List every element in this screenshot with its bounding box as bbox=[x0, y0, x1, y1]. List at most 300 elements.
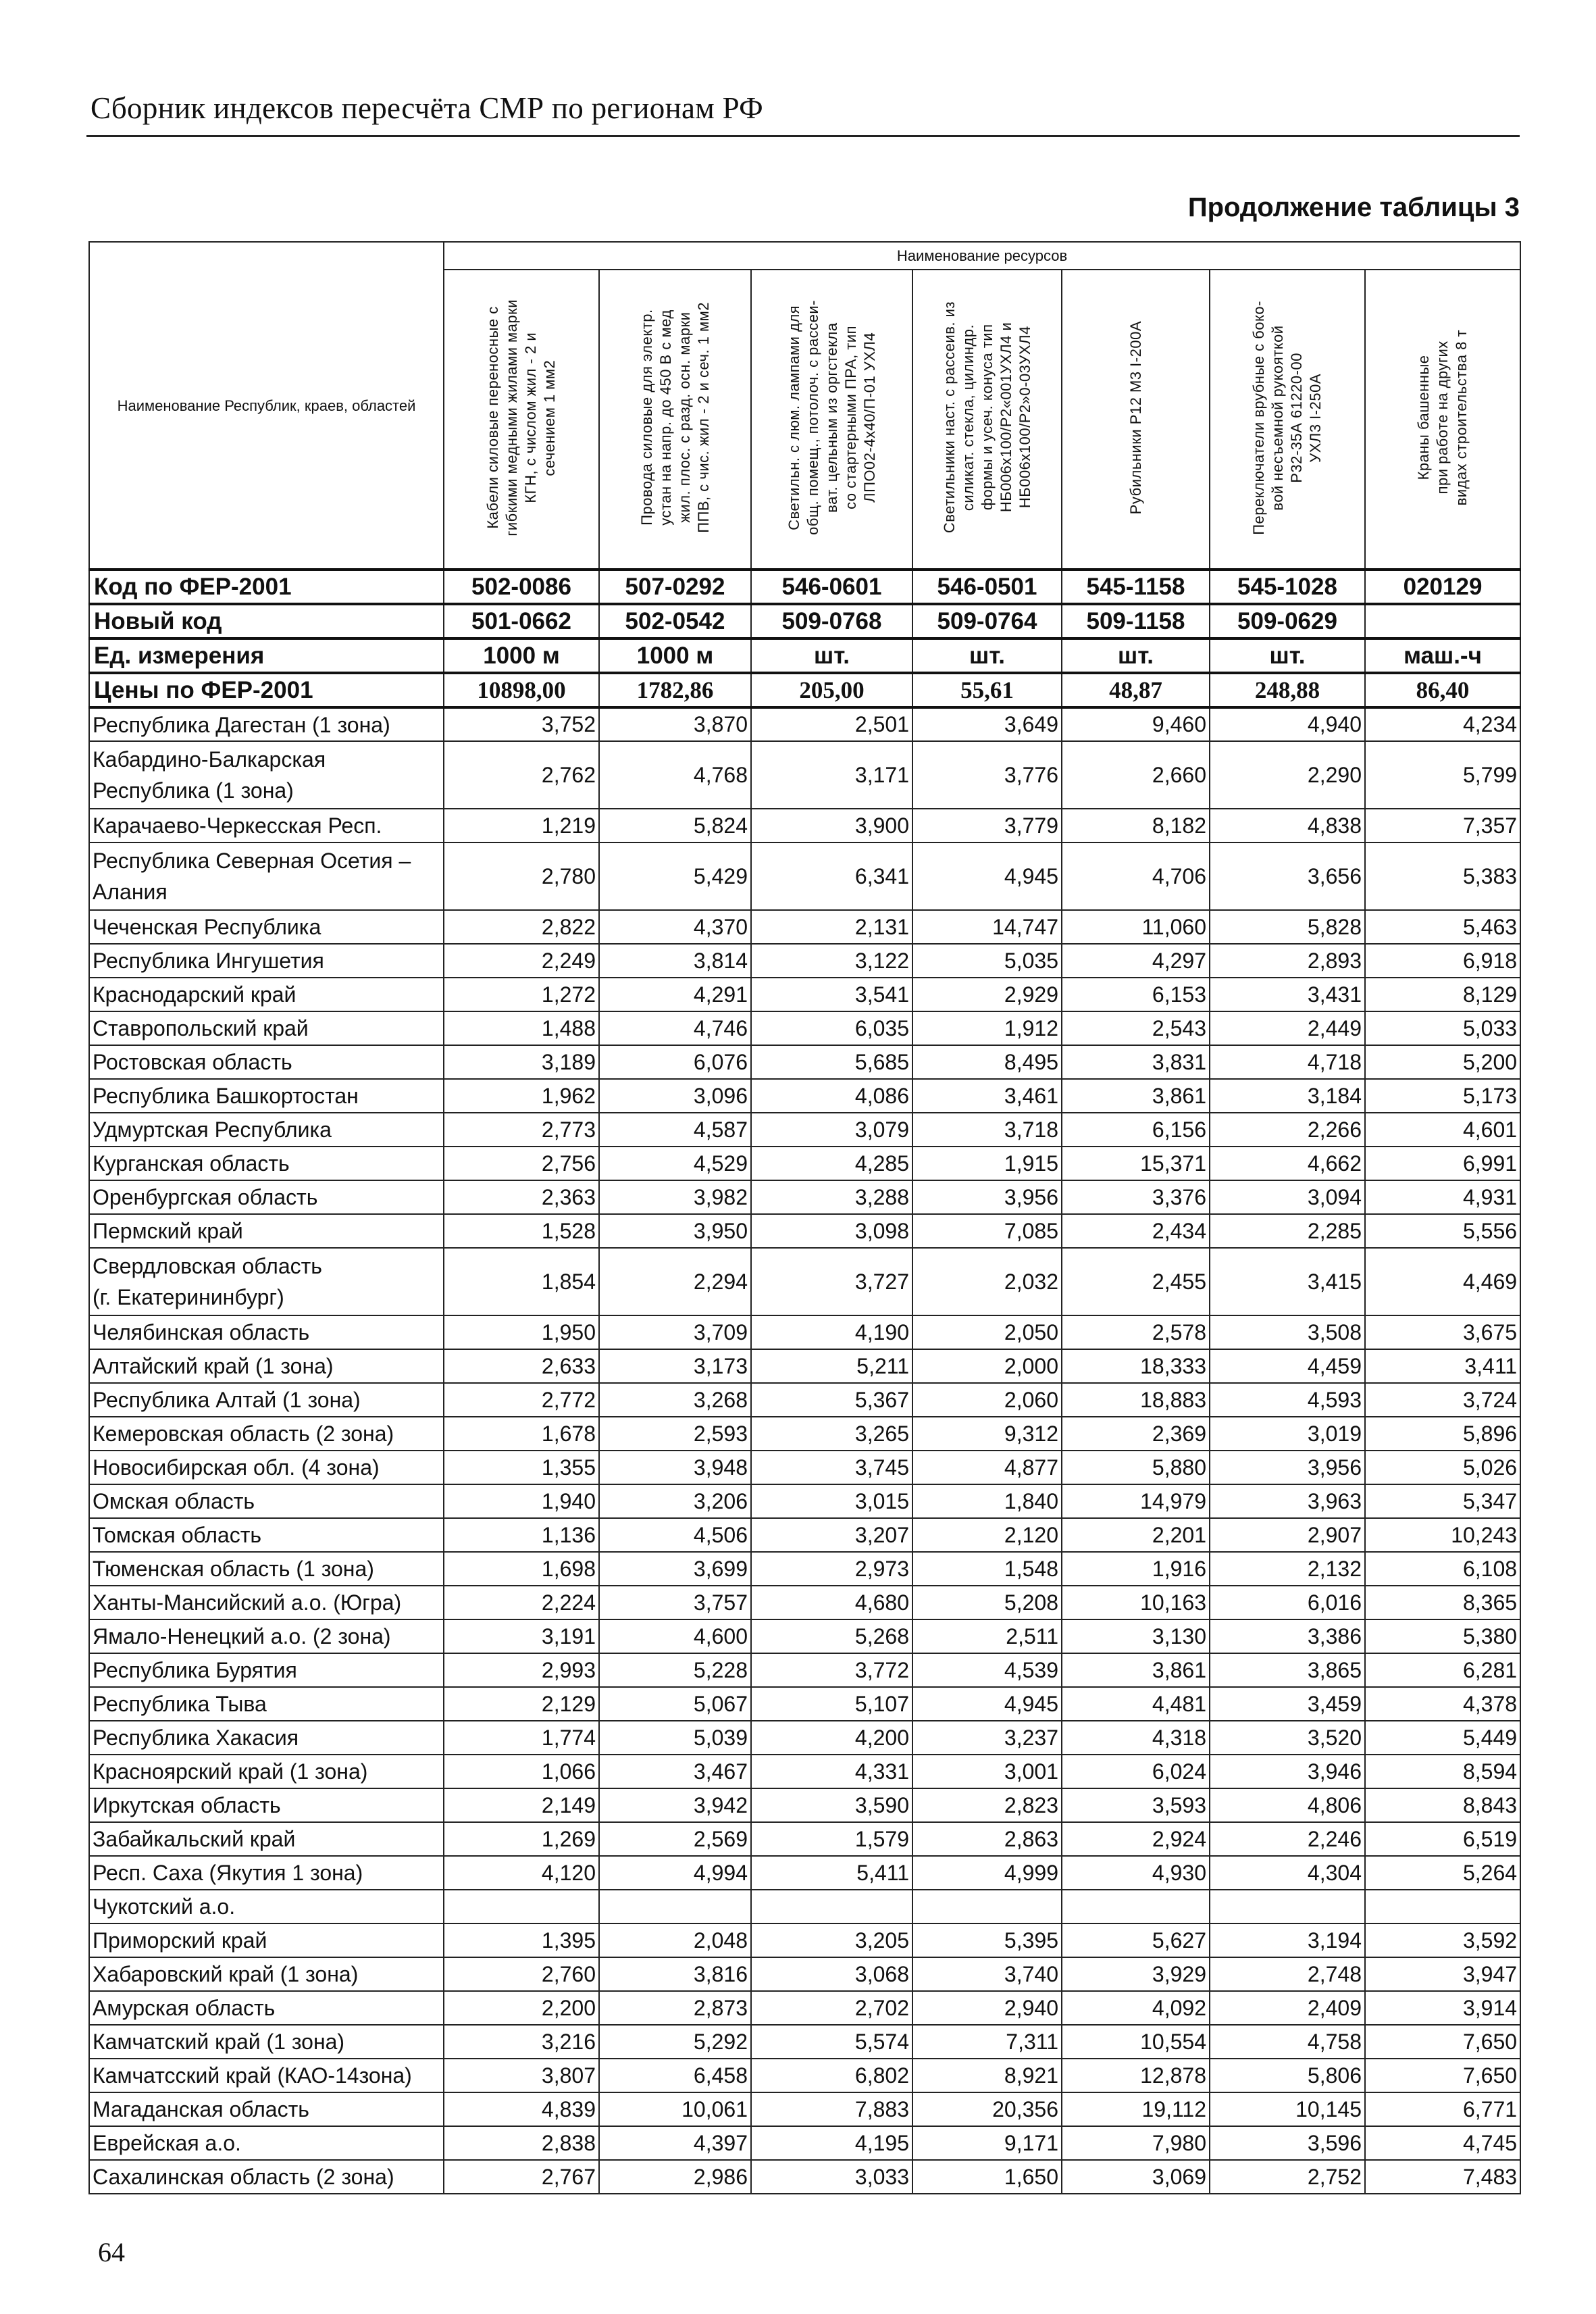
table-row bbox=[89, 2160, 1520, 2194]
table-row bbox=[89, 1552, 1520, 1586]
index-cell: 1,272 bbox=[444, 978, 599, 1011]
index-cell: 2,660 bbox=[1062, 741, 1210, 809]
index-cell: 1,840 bbox=[912, 1484, 1062, 1518]
index-cell: 1,915 bbox=[912, 1147, 1062, 1180]
index-cell: 5,347 bbox=[1365, 1484, 1520, 1518]
table-row bbox=[89, 1214, 1520, 1248]
meta-cell: 502-0542 bbox=[599, 604, 751, 638]
index-cell: 3,814 bbox=[599, 944, 751, 978]
index-cell: 3,541 bbox=[751, 978, 912, 1011]
index-cell: 5,463 bbox=[1365, 910, 1520, 944]
index-cell: 4,539 bbox=[912, 1653, 1062, 1687]
index-cell: 2,501 bbox=[751, 707, 912, 741]
index-cell: 2,290 bbox=[1210, 741, 1365, 809]
index-cell: 4,195 bbox=[751, 2126, 912, 2160]
table-row bbox=[89, 2126, 1520, 2160]
index-cell: 5,395 bbox=[912, 1923, 1062, 1957]
meta-cell: 10898,00 bbox=[444, 673, 599, 707]
index-cell: 4,758 bbox=[1210, 2025, 1365, 2059]
index-cell: 7,650 bbox=[1365, 2059, 1520, 2092]
meta-cell: 502-0086 bbox=[444, 570, 599, 604]
index-cell: 4,529 bbox=[599, 1147, 751, 1180]
table-row bbox=[89, 741, 1520, 809]
index-cell: 2,246 bbox=[1210, 1822, 1365, 1856]
index-cell: 5,200 bbox=[1365, 1045, 1520, 1079]
region-name: Иркутская область bbox=[89, 1788, 444, 1822]
region-name: Республика Алтай (1 зона) bbox=[89, 1383, 444, 1417]
index-cell: 2,266 bbox=[1210, 1113, 1365, 1147]
index-cell: 4,680 bbox=[751, 1586, 912, 1619]
index-cell: 11,060 bbox=[1062, 910, 1210, 944]
table-row bbox=[89, 2025, 1520, 2059]
table-row bbox=[89, 707, 1520, 741]
index-cell: 2,363 bbox=[444, 1180, 599, 1214]
region-name: Курганская область bbox=[89, 1147, 444, 1180]
index-cell: 6,991 bbox=[1365, 1147, 1520, 1180]
index-cell: 2,249 bbox=[444, 944, 599, 978]
table-row bbox=[89, 1045, 1520, 1079]
index-cell: 2,873 bbox=[599, 1991, 751, 2025]
index-cell: 3,592 bbox=[1365, 1923, 1520, 1957]
index-cell: 4,120 bbox=[444, 1856, 599, 1890]
index-cell: 1,548 bbox=[912, 1552, 1062, 1586]
table-row bbox=[89, 1923, 1520, 1957]
table-row bbox=[89, 1315, 1520, 1349]
index-cell: 5,026 bbox=[1365, 1451, 1520, 1484]
table-row bbox=[89, 1619, 1520, 1653]
index-cell: 4,745 bbox=[1365, 2126, 1520, 2160]
region-name: Алтайский край (1 зона) bbox=[89, 1349, 444, 1383]
table-row bbox=[89, 2092, 1520, 2126]
index-cell bbox=[1062, 1890, 1210, 1923]
region-name: Краснодарский край bbox=[89, 978, 444, 1011]
table-row bbox=[89, 1518, 1520, 1552]
region-name: Оренбургская область bbox=[89, 1180, 444, 1214]
index-cell: 5,228 bbox=[599, 1653, 751, 1687]
index-cell: 3,461 bbox=[912, 1079, 1062, 1113]
index-cell: 3,068 bbox=[751, 1957, 912, 1991]
resource-name: Светильн. с люм. лампами для общ. помещ., потолоч. с рассеи- ват. цельным из оргстекла со стартерными ПРА, тип ЛПО02-4х40/П-01 УХЛ4 bbox=[785, 300, 878, 535]
region-name: Чеченская Республика bbox=[89, 910, 444, 944]
index-cell: 14,979 bbox=[1062, 1484, 1210, 1518]
region-name: Красноярский край (1 зона) bbox=[89, 1755, 444, 1788]
table-row bbox=[89, 1180, 1520, 1214]
index-cell: 5,033 bbox=[1365, 1011, 1520, 1045]
index-cell: 4,600 bbox=[599, 1619, 751, 1653]
index-cell: 2,543 bbox=[1062, 1011, 1210, 1045]
index-cell: 3,745 bbox=[751, 1451, 912, 1484]
resource-name: Светильники наст. с рассеив. из силикат. стекла, цилиндр. формы и усеч. конуса тип НБ006х100/Р2«001УХЛ4 и НБ006х100/Р2»0-03УХЛ4 bbox=[940, 301, 1033, 534]
index-cell: 6,458 bbox=[599, 2059, 751, 2092]
index-cell: 4,304 bbox=[1210, 1856, 1365, 1890]
index-cell: 5,208 bbox=[912, 1586, 1062, 1619]
region-name: Республика Северная Осетия – Алания bbox=[89, 842, 444, 910]
index-cell: 1,219 bbox=[444, 809, 599, 842]
table-row bbox=[89, 1011, 1520, 1045]
index-cell: 7,311 bbox=[912, 2025, 1062, 2059]
index-cell: 1,916 bbox=[1062, 1552, 1210, 1586]
index-cell: 3,001 bbox=[912, 1755, 1062, 1788]
index-cell: 2,511 bbox=[912, 1619, 1062, 1653]
region-name: Ямало-Ненецкий а.о. (2 зона) bbox=[89, 1619, 444, 1653]
index-cell: 3,724 bbox=[1365, 1383, 1520, 1417]
region-name: Забайкальский край bbox=[89, 1822, 444, 1856]
index-cell: 3,288 bbox=[751, 1180, 912, 1214]
index-cell: 2,748 bbox=[1210, 1957, 1365, 1991]
index-cell: 2,285 bbox=[1210, 1214, 1365, 1248]
index-cell: 4,746 bbox=[599, 1011, 751, 1045]
index-cell: 5,880 bbox=[1062, 1451, 1210, 1484]
index-cell: 2,369 bbox=[1062, 1417, 1210, 1451]
index-cell: 1,650 bbox=[912, 2160, 1062, 2194]
index-cell: 4,190 bbox=[751, 1315, 912, 1349]
meta-cell: 509-0768 bbox=[751, 604, 912, 638]
index-cell: 5,685 bbox=[751, 1045, 912, 1079]
region-name: Республика Ингушетия bbox=[89, 944, 444, 978]
index-cell: 2,924 bbox=[1062, 1822, 1210, 1856]
index-cell: 8,594 bbox=[1365, 1755, 1520, 1788]
meta-row-label: Цены по ФЕР-2001 bbox=[89, 673, 444, 707]
index-cell: 2,767 bbox=[444, 2160, 599, 2194]
index-cell: 9,312 bbox=[912, 1417, 1062, 1451]
index-cell: 7,357 bbox=[1365, 809, 1520, 842]
table-row bbox=[89, 1113, 1520, 1147]
index-cell: 3,376 bbox=[1062, 1180, 1210, 1214]
index-cell: 2,593 bbox=[599, 1417, 751, 1451]
meta-row-label: Код по ФЕР-2001 bbox=[89, 570, 444, 604]
index-cell: 2,756 bbox=[444, 1147, 599, 1180]
index-cell: 3,386 bbox=[1210, 1619, 1365, 1653]
index-cell: 1,678 bbox=[444, 1417, 599, 1451]
index-cell: 4,994 bbox=[599, 1856, 751, 1890]
table-row bbox=[89, 1451, 1520, 1484]
index-cell: 3,130 bbox=[1062, 1619, 1210, 1653]
region-name: Камчатский край (1 зона) bbox=[89, 2025, 444, 2059]
index-cell: 4,662 bbox=[1210, 1147, 1365, 1180]
meta-cell: 1000 м bbox=[599, 638, 751, 673]
index-cell: 4,806 bbox=[1210, 1788, 1365, 1822]
index-cell: 3,649 bbox=[912, 707, 1062, 741]
index-cell: 3,831 bbox=[1062, 1045, 1210, 1079]
index-cell: 2,000 bbox=[912, 1349, 1062, 1383]
index-cell: 1,854 bbox=[444, 1248, 599, 1315]
index-cell: 3,431 bbox=[1210, 978, 1365, 1011]
index-cell: 4,481 bbox=[1062, 1687, 1210, 1721]
index-cell: 4,706 bbox=[1062, 842, 1210, 910]
index-cell: 5,211 bbox=[751, 1349, 912, 1383]
resource-column-header bbox=[1365, 270, 1520, 570]
index-cell: 5,367 bbox=[751, 1383, 912, 1417]
index-cell: 2,048 bbox=[599, 1923, 751, 1957]
index-cell: 4,331 bbox=[751, 1755, 912, 1788]
index-cell: 3,779 bbox=[912, 809, 1062, 842]
index-cell: 3,590 bbox=[751, 1788, 912, 1822]
index-cell: 5,799 bbox=[1365, 741, 1520, 809]
index-cell: 5,067 bbox=[599, 1687, 751, 1721]
index-cell: 2,993 bbox=[444, 1653, 599, 1687]
index-cell: 2,032 bbox=[912, 1248, 1062, 1315]
index-cell: 2,893 bbox=[1210, 944, 1365, 978]
header-rule bbox=[86, 135, 1520, 137]
index-cell: 6,016 bbox=[1210, 1586, 1365, 1619]
region-name: Ставропольский край bbox=[89, 1011, 444, 1045]
index-cell: 6,024 bbox=[1062, 1755, 1210, 1788]
region-name: Чукотский а.о. bbox=[89, 1890, 444, 1923]
index-cell: 3,415 bbox=[1210, 1248, 1365, 1315]
index-cell: 2,409 bbox=[1210, 1991, 1365, 2025]
index-cell: 3,216 bbox=[444, 2025, 599, 2059]
index-cell: 10,554 bbox=[1062, 2025, 1210, 2059]
index-cell: 4,234 bbox=[1365, 707, 1520, 741]
region-name: Новосибирская обл. (4 зона) bbox=[89, 1451, 444, 1484]
meta-cell: шт. bbox=[912, 638, 1062, 673]
index-cell: 3,675 bbox=[1365, 1315, 1520, 1349]
table-row bbox=[89, 809, 1520, 842]
index-cell: 2,294 bbox=[599, 1248, 751, 1315]
index-cell: 2,702 bbox=[751, 1991, 912, 2025]
index-cell: 9,460 bbox=[1062, 707, 1210, 741]
index-cell: 3,709 bbox=[599, 1315, 751, 1349]
meta-row bbox=[89, 570, 1520, 604]
index-cell: 1,066 bbox=[444, 1755, 599, 1788]
index-cell: 14,747 bbox=[912, 910, 1062, 944]
index-cell: 4,397 bbox=[599, 2126, 751, 2160]
table-continuation-caption: Продолжение таблицы 3 bbox=[1187, 193, 1520, 222]
index-cell: 2,762 bbox=[444, 741, 599, 809]
meta-cell: маш.-ч bbox=[1365, 638, 1520, 673]
table-row bbox=[89, 1484, 1520, 1518]
region-name: Томская область bbox=[89, 1518, 444, 1552]
index-cell: 3,015 bbox=[751, 1484, 912, 1518]
header-row bbox=[89, 242, 1520, 270]
region-name: Республика Хакасия bbox=[89, 1721, 444, 1755]
resource-column-header bbox=[1062, 270, 1210, 570]
index-cell: 5,896 bbox=[1365, 1417, 1520, 1451]
index-cell: 10,061 bbox=[599, 2092, 751, 2126]
index-cell: 4,718 bbox=[1210, 1045, 1365, 1079]
index-cell: 2,773 bbox=[444, 1113, 599, 1147]
region-name: Республика Дагестан (1 зона) bbox=[89, 707, 444, 741]
index-cell: 3,948 bbox=[599, 1451, 751, 1484]
table-row bbox=[89, 1721, 1520, 1755]
table-row bbox=[89, 1991, 1520, 2025]
index-cell: 2,986 bbox=[599, 2160, 751, 2194]
index-cell: 2,823 bbox=[912, 1788, 1062, 1822]
index-cell: 3,914 bbox=[1365, 1991, 1520, 2025]
table-row bbox=[89, 1822, 1520, 1856]
index-cell: 4,940 bbox=[1210, 707, 1365, 741]
index-cell: 3,508 bbox=[1210, 1315, 1365, 1349]
index-cell: 4,092 bbox=[1062, 1991, 1210, 2025]
index-cell: 3,467 bbox=[599, 1755, 751, 1788]
index-cell: 7,650 bbox=[1365, 2025, 1520, 2059]
index-cell: 3,079 bbox=[751, 1113, 912, 1147]
index-cell: 2,224 bbox=[444, 1586, 599, 1619]
index-cell: 4,285 bbox=[751, 1147, 912, 1180]
index-cell: 7,483 bbox=[1365, 2160, 1520, 2194]
index-cell: 3,459 bbox=[1210, 1687, 1365, 1721]
index-cell: 7,883 bbox=[751, 2092, 912, 2126]
index-cell: 5,383 bbox=[1365, 842, 1520, 910]
index-cell: 5,411 bbox=[751, 1856, 912, 1890]
region-name: Ростовская область bbox=[89, 1045, 444, 1079]
region-name: Амурская область bbox=[89, 1991, 444, 2025]
index-cell: 2,201 bbox=[1062, 1518, 1210, 1552]
index-cell: 3,094 bbox=[1210, 1180, 1365, 1214]
index-cell: 4,459 bbox=[1210, 1349, 1365, 1383]
region-name: Камчатсский край (КАО-14зона) bbox=[89, 2059, 444, 2092]
index-cell: 6,035 bbox=[751, 1011, 912, 1045]
index-cell: 4,768 bbox=[599, 741, 751, 809]
index-cell: 6,771 bbox=[1365, 2092, 1520, 2126]
index-cell: 4,930 bbox=[1062, 1856, 1210, 1890]
index-cell: 3,807 bbox=[444, 2059, 599, 2092]
index-cell: 3,752 bbox=[444, 707, 599, 741]
index-cell: 3,098 bbox=[751, 1214, 912, 1248]
index-cell: 5,449 bbox=[1365, 1721, 1520, 1755]
index-cell: 2,633 bbox=[444, 1349, 599, 1383]
index-cell: 4,506 bbox=[599, 1518, 751, 1552]
meta-row bbox=[89, 673, 1520, 707]
index-cell: 3,520 bbox=[1210, 1721, 1365, 1755]
index-cell: 4,318 bbox=[1062, 1721, 1210, 1755]
index-cell: 5,574 bbox=[751, 2025, 912, 2059]
meta-row-label: Ед. измерения bbox=[89, 638, 444, 673]
index-cell bbox=[599, 1890, 751, 1923]
index-cell: 3,929 bbox=[1062, 1957, 1210, 1991]
index-cell: 4,378 bbox=[1365, 1687, 1520, 1721]
index-cell: 2,120 bbox=[912, 1518, 1062, 1552]
index-cell: 3,069 bbox=[1062, 2160, 1210, 2194]
index-cell: 8,843 bbox=[1365, 1788, 1520, 1822]
index-cell: 4,877 bbox=[912, 1451, 1062, 1484]
index-cell: 3,718 bbox=[912, 1113, 1062, 1147]
index-cell: 8,495 bbox=[912, 1045, 1062, 1079]
running-title: Сборник индексов пересчёта СМР по регионам РФ bbox=[91, 91, 763, 125]
index-cell: 10,145 bbox=[1210, 2092, 1365, 2126]
meta-cell: 1782,86 bbox=[599, 673, 751, 707]
index-cell: 4,587 bbox=[599, 1113, 751, 1147]
index-cell: 6,341 bbox=[751, 842, 912, 910]
resource-column-header bbox=[444, 270, 599, 570]
table-row bbox=[89, 1383, 1520, 1417]
index-cell: 6,153 bbox=[1062, 978, 1210, 1011]
meta-cell: 1000 м bbox=[444, 638, 599, 673]
resource-column-header bbox=[912, 270, 1062, 570]
region-name: Респ. Саха (Якутия 1 зона) bbox=[89, 1856, 444, 1890]
index-cell: 3,900 bbox=[751, 809, 912, 842]
region-name: Удмуртская Республика bbox=[89, 1113, 444, 1147]
index-cell bbox=[912, 1890, 1062, 1923]
index-cell: 6,281 bbox=[1365, 1653, 1520, 1687]
index-cell: 5,806 bbox=[1210, 2059, 1365, 2092]
resources-header: Наименование ресурсов bbox=[444, 242, 1520, 270]
table-row bbox=[89, 2059, 1520, 2092]
table-row bbox=[89, 842, 1520, 910]
index-cell: 5,824 bbox=[599, 809, 751, 842]
index-cell: 6,108 bbox=[1365, 1552, 1520, 1586]
index-cell bbox=[444, 1890, 599, 1923]
index-cell: 1,950 bbox=[444, 1315, 599, 1349]
index-cell: 5,035 bbox=[912, 944, 1062, 978]
index-cell: 3,870 bbox=[599, 707, 751, 741]
region-name: Сахалинская область (2 зона) bbox=[89, 2160, 444, 2194]
index-cell: 5,264 bbox=[1365, 1856, 1520, 1890]
index-cell: 5,173 bbox=[1365, 1079, 1520, 1113]
index-cell: 3,861 bbox=[1062, 1653, 1210, 1687]
index-cell: 3,122 bbox=[751, 944, 912, 978]
index-cell: 10,243 bbox=[1365, 1518, 1520, 1552]
index-cell: 3,740 bbox=[912, 1957, 1062, 1991]
index-cell: 3,207 bbox=[751, 1518, 912, 1552]
index-cell: 3,237 bbox=[912, 1721, 1062, 1755]
index-cell: 3,956 bbox=[912, 1180, 1062, 1214]
meta-cell: 509-1158 bbox=[1062, 604, 1210, 638]
index-cell: 4,945 bbox=[912, 842, 1062, 910]
index-cell: 1,528 bbox=[444, 1214, 599, 1248]
index-cell: 3,982 bbox=[599, 1180, 751, 1214]
index-cell: 3,411 bbox=[1365, 1349, 1520, 1383]
index-cell: 2,131 bbox=[751, 910, 912, 944]
index-cell: 8,365 bbox=[1365, 1586, 1520, 1619]
index-cell: 3,942 bbox=[599, 1788, 751, 1822]
region-name: Ханты-Мансийский а.о. (Югра) bbox=[89, 1586, 444, 1619]
index-cell: 2,149 bbox=[444, 1788, 599, 1822]
index-cell: 2,822 bbox=[444, 910, 599, 944]
index-cell: 4,200 bbox=[751, 1721, 912, 1755]
resource-name: Кабели силовые переносные с гибкими медными жилами марки КГН, с числом жил - 2 и сечением 1 мм2 bbox=[484, 299, 558, 536]
region-name: Республика Тыва bbox=[89, 1687, 444, 1721]
index-cell: 2,449 bbox=[1210, 1011, 1365, 1045]
index-cell: 1,774 bbox=[444, 1721, 599, 1755]
index-cell: 4,469 bbox=[1365, 1248, 1520, 1315]
index-cell: 2,200 bbox=[444, 1991, 599, 2025]
index-cell bbox=[1210, 1890, 1365, 1923]
meta-cell: 48,87 bbox=[1062, 673, 1210, 707]
region-name: Свердловская область (г. Екатерининбург) bbox=[89, 1248, 444, 1315]
index-cell: 9,171 bbox=[912, 2126, 1062, 2160]
index-cell: 15,371 bbox=[1062, 1147, 1210, 1180]
index-cell: 2,752 bbox=[1210, 2160, 1365, 2194]
meta-cell: 501-0662 bbox=[444, 604, 599, 638]
table-row bbox=[89, 1417, 1520, 1451]
index-cell: 4,086 bbox=[751, 1079, 912, 1113]
resource-column-header bbox=[751, 270, 912, 570]
index-cell: 8,921 bbox=[912, 2059, 1062, 2092]
region-name: Карачаево-Черкесская Респ. bbox=[89, 809, 444, 842]
resource-name: Переключатели врубные с боко- вой несъемной рукояткой Р32-35А 61220-00 УХЛ3 I-250А bbox=[1250, 300, 1324, 535]
index-cell: 3,772 bbox=[751, 1653, 912, 1687]
index-cell: 3,194 bbox=[1210, 1923, 1365, 1957]
index-cell: 3,205 bbox=[751, 1923, 912, 1957]
table-row bbox=[89, 1957, 1520, 1991]
index-cell bbox=[751, 1890, 912, 1923]
index-cell: 2,973 bbox=[751, 1552, 912, 1586]
table-row bbox=[89, 1687, 1520, 1721]
region-name: Пермский край bbox=[89, 1214, 444, 1248]
index-cell: 3,950 bbox=[599, 1214, 751, 1248]
region-name: Магаданская область bbox=[89, 2092, 444, 2126]
index-cell: 2,050 bbox=[912, 1315, 1062, 1349]
region-name: Республика Бурятия bbox=[89, 1653, 444, 1687]
resource-column-header bbox=[1210, 270, 1365, 570]
index-cell: 3,206 bbox=[599, 1484, 751, 1518]
index-cell: 3,019 bbox=[1210, 1417, 1365, 1451]
table-row bbox=[89, 1147, 1520, 1180]
index-cell: 5,429 bbox=[599, 842, 751, 910]
meta-cell: 546-0601 bbox=[751, 570, 912, 604]
index-cell: 5,556 bbox=[1365, 1214, 1520, 1248]
